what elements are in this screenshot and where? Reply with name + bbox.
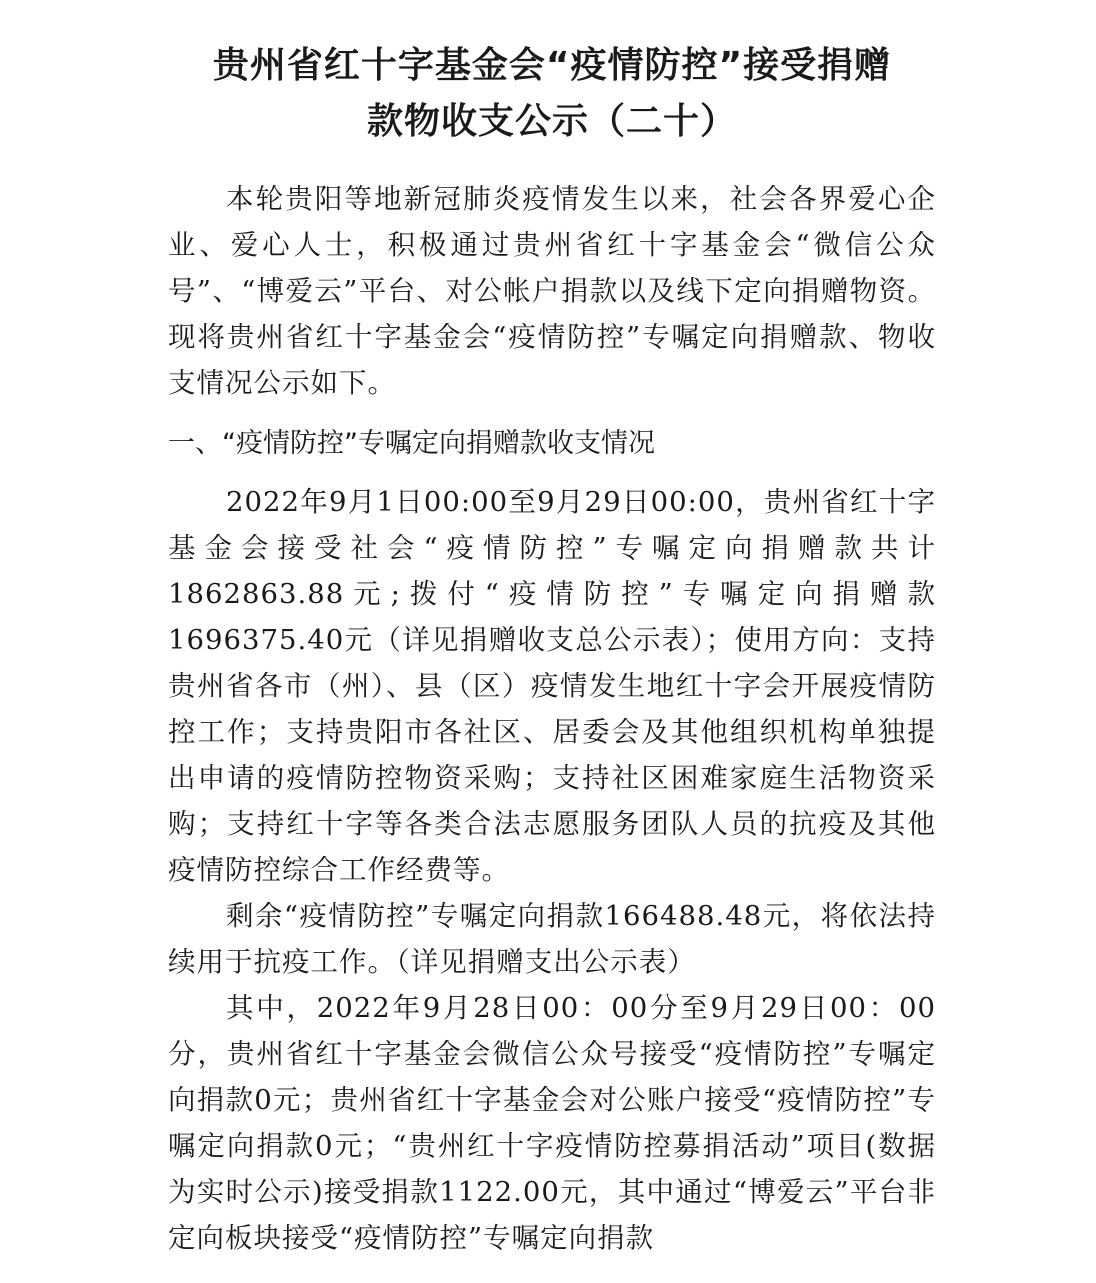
document-title xyxy=(168,38,936,150)
intro-paragraph: 本轮贵阳等地新冠肺炎疫情发生以来，社会各界爱心企业、爱心人士，积极通过贵州省红十字基金会“微信公众号”、“博爱云”平台、对公帐户捐款以及线下定向捐赠物资。现将贵州省红十字基金会“疫情防控”专嘱定向捐赠款、物收支情况公示如下。 xyxy=(168,183,936,399)
section-1-paragraph-2: 剩余“疫情防控”专嘱定向捐款166488.48元，将依法持续用于抗疫工作。（详见捐赠支出公示表） xyxy=(168,900,936,978)
section-1-heading: 一、“疫情防控”专嘱定向捐赠款收支情况 xyxy=(168,428,655,459)
document-title-line-2: 款物收支公示（二十） xyxy=(366,101,737,142)
document-title-line-1: 贵州省红十字基金会“疫情防控”接受捐赠 xyxy=(212,45,892,86)
document-page xyxy=(168,38,936,1261)
section-1-paragraph-1: 2022年9月1日00:00至9月29日00:00，贵州省红十字基金会接受社会“疫情防控”专嘱定向捐赠款共计1862863.88元;拨付“疫情防控”专嘱定向捐赠款1696375.40元（详见捐赠收支总公示表）；使用方向：支持贵州省各市（州）、县（区）疫情发生地红十字会开展疫情防控工作；支持贵阳市各社区、居委会及其他组织机构单独提出申请的疫情防控物资采购；支持社区困难家庭生活物资采购；支持红十字等各类合法志愿服务团队人员的抗疫及其他疫情防控综合工作经费等。 xyxy=(168,486,936,886)
section-1-paragraph-3: 其中，2022年9月28日00：00分至9月29日00：00分，贵州省红十字基金会微信公众号接受“疫情防控”专嘱定向捐款0元；贵州省红十字基金会对公账户接受“疫情防控”专嘱定向捐款0元；“贵州红十字疫情防控募捐活动”项目(数据为实时公示)接受捐款1122.00元，其中通过“博爱云”平台非定向板块接受“疫情防控”专嘱定向捐款 xyxy=(168,992,936,1254)
